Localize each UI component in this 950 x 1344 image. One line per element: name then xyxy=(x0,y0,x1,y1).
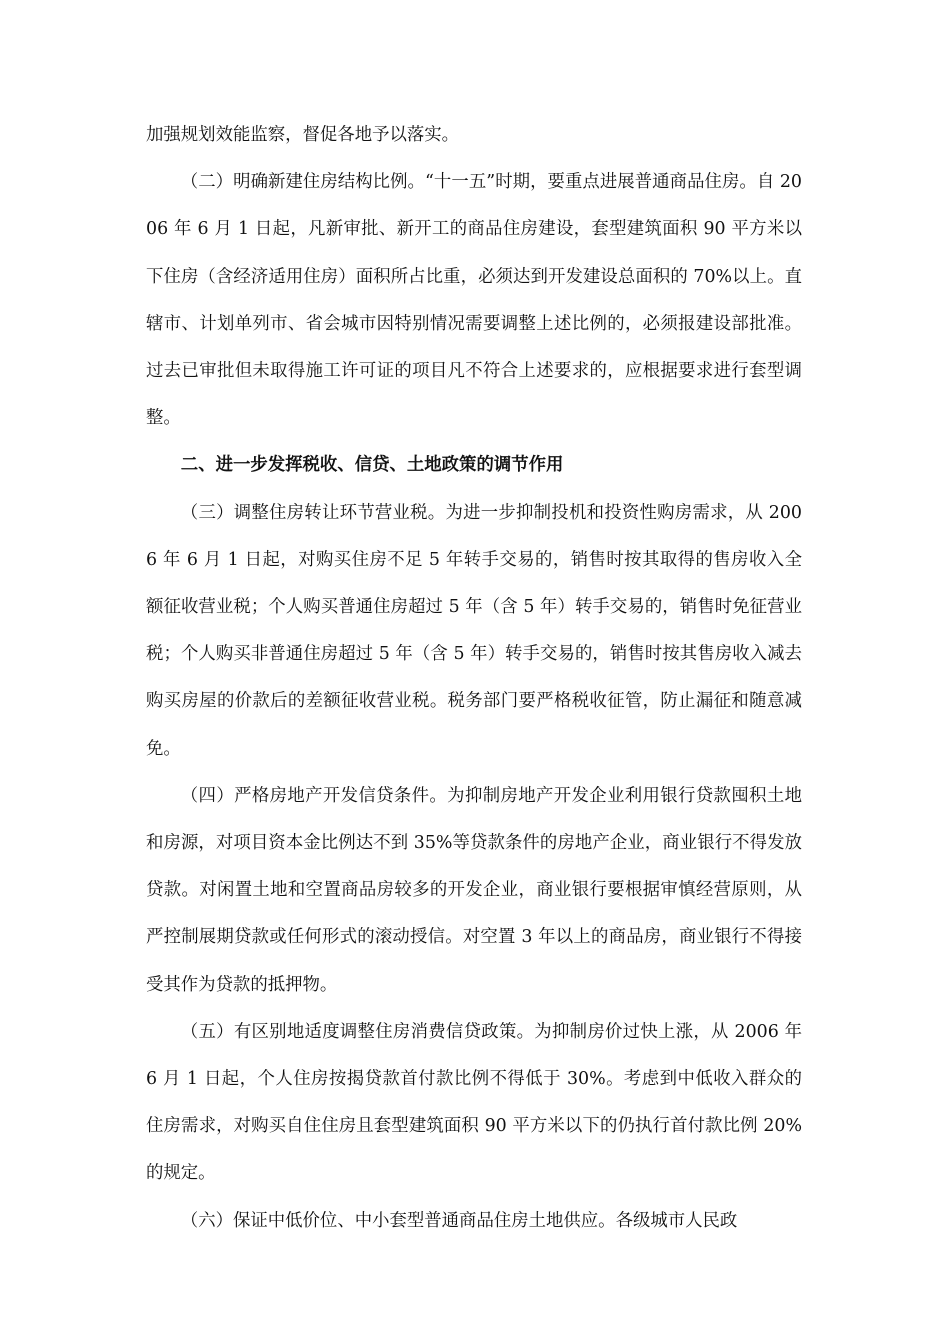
document-page xyxy=(146,112,802,1245)
paragraph-housing-structure: （二）明确新建住房结构比例。“十一五”时期，要重点进展普通商品住房。自 2006 年 6 月 1 日起，凡新审批、新开工的商品住房建设，套型建筑面积 90 平方米以下住房（含经济适用住房）面积所占比重，必须达到开发建设总面积的 70%以上。直辖市、计划单列市、省会城市因特别情况需要调整上述比例的，必须报建设部批准。过去已审批但未取得施工许可证的项目凡不符合上述要求的，应根据要求进行套型调整。 xyxy=(146,172,802,429)
paragraph-land-supply: （六）保证中低价位、中小套型普通商品住房土地供应。各级城市人民政 xyxy=(180,1210,738,1231)
section-heading-tax-credit-land: 二、进一步发挥税收、信贷、土地政策的调节作用 xyxy=(180,455,564,476)
paragraph-credit-conditions: （四）严格房地产开发信贷条件。为抑制房地产开发企业利用银行贷款囤积土地和房源，对项目资本金比例达不到 35%等贷款条件的房地产企业，商业银行不得发放贷款。对闲置土地和空置商品房较多的开发企业，商业银行要根据审慎经营原则，从严控制展期贷款或任何形式的滚动授信。对空置 3 年以上的商品房，商业银行不得接受其作为贷款的抵押物。 xyxy=(146,785,802,995)
paragraph-continuation: 加强规划效能监察，督促各地予以落实。 xyxy=(146,125,460,145)
paragraph-consumer-credit: （五）有区别地适度调整住房消费信贷政策。为抑制房价过快上涨，从 2006 年 6 月 1 日起，个人住房按揭贷款首付款比例不得低于 30%。考虑到中低收入群众的住房需求，对购买自住住房且套型建筑面积 90 平方米以下的仍执行首付款比例 20%的规定。 xyxy=(146,1021,802,1184)
paragraph-business-tax: （三）调整住房转让环节营业税。为进一步抑制投机和投资性购房需求，从 2006 年 6 月 1 日起，对购买住房不足 5 年转手交易的，销售时按其取得的售房收入全额征收营业税；个人购买普通住房超过 5 年（含 5 年）转手交易的，销售时免征营业税；个人购买非普通住房超过 5 年（含 5 年）转手交易的，销售时按其售房收入减去购买房屋的价款后的差额征收营业税。税务部门要严格税收征管，防止漏征和随意减免。 xyxy=(146,502,802,759)
